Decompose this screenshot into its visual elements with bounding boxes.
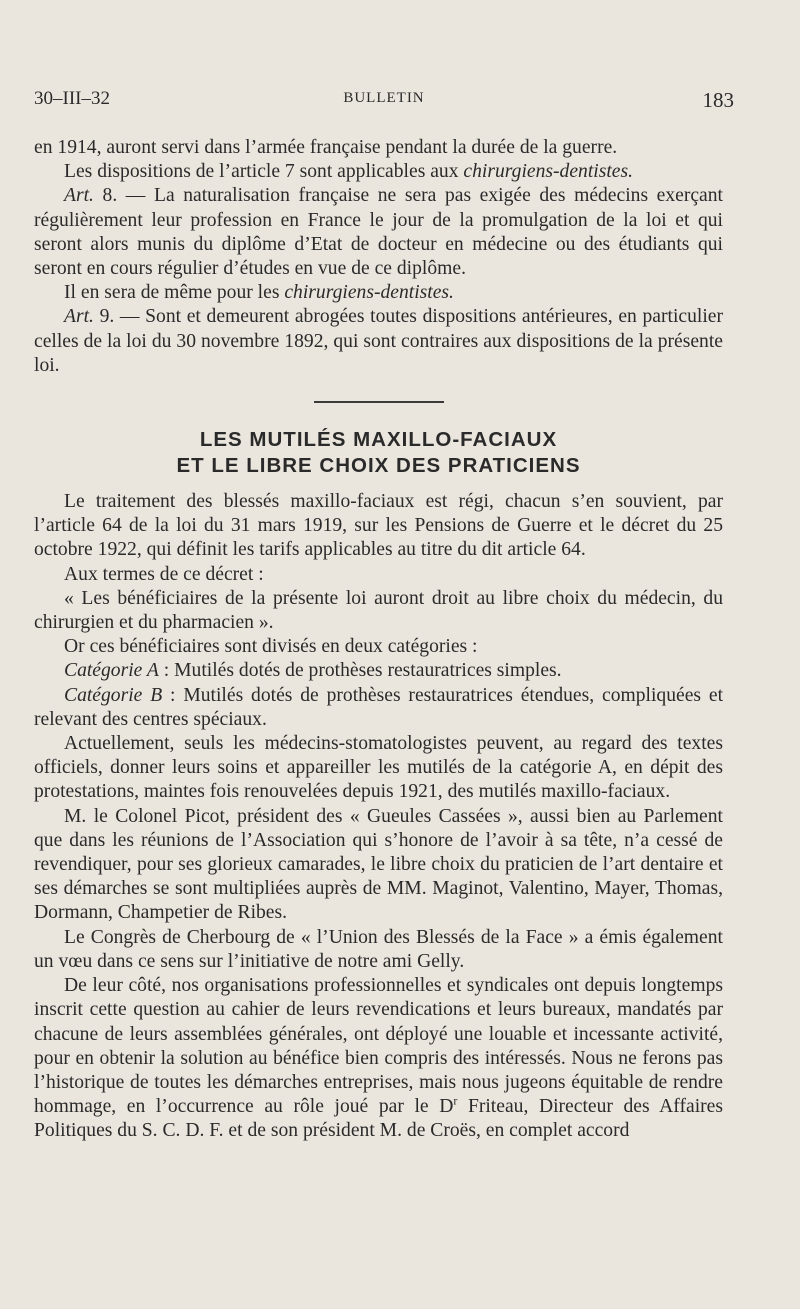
section-title-line-2: ET LE LIBRE CHOIX DES PRATICIENS (176, 454, 581, 478)
paragraph-2: Aux termes de ce décret : (64, 563, 264, 585)
paragraph-8-text-b: Friteau, Directeur des Affaires Politiques du S. C. D. F. et de son président M. de Croës, en complet accord (34, 1096, 723, 1142)
article-8-dentists-text: Il en sera de même pour les (64, 282, 285, 304)
category-b (34, 684, 723, 732)
carryover-line: en 1914, auront servi dans l’armée française pendant la durée de la guerre. (34, 137, 618, 158)
category-a (34, 659, 723, 683)
header-journal-title: BULLETIN (343, 90, 425, 106)
carryover-text: Les dispositions de l’article 7 sont applicables aux (64, 161, 464, 183)
header-date: 30–III–32 (34, 88, 110, 109)
article-9-label: Art. (64, 306, 94, 328)
paragraph-8 (34, 974, 723, 1143)
category-b-text: : Mutilés dotés de prothèses restauratrices étendues, compliquées et relevant des centres spéciaux. (34, 684, 724, 730)
article-8-paragraph (34, 184, 723, 281)
category-a-text: : Mutilés dotés de prothèses restauratrices simples. (158, 660, 562, 682)
paragraph-3-quote: « Les bénéficiaires de la présente loi auront droit au libre choix du médecin, du chirurgien et du pharmacien ». (34, 587, 723, 634)
article-9-text: 9. — Sont et demeurent abrogées toutes dispositions antérieures, en particulier celles de la loi du 30 novembre 1892, qui sont contraires aux dispositions de la présente loi. (34, 306, 723, 376)
paragraph-8-text-a: De leur côté, nos organisations professionnelles et syndicales ont depuis longtemps inscrit cette question au cahier de leurs revendications et leurs bureaux, mandatés par chacune de leurs assemblées générales, ont déployé une louable et incessante activité, pour en obtenir la solution au bénéfice bien compris des intéressés. Nous ne ferons pas l’historique de toutes les démarches entreprises, mais nous jugeons équitable de rendre hommage, en l’occurrence au rôle joué par le D (34, 975, 723, 1118)
paragraph-6: M. le Colonel Picot, président des « Gueules Cassées », aussi bien au Parlement que dans les réunions de l’Association qui s’honore de l’avoir à sa tête, n’a cessé de revendiquer, pour ses glorieux camarades, le libre choix du praticien de l’art dentaire et ses démarches se sont multipliées auprès de MM. Maginot, Valentino, Mayer, Thomas, Dormann, Champetier de Ribes. (34, 805, 723, 924)
running-header (34, 88, 734, 118)
category-b-label: Catégorie B (64, 684, 163, 706)
article-8-dentists-paragraph (34, 281, 723, 305)
page-number: 183 (702, 88, 734, 112)
article-9-paragraph (34, 305, 723, 378)
carryover-dentists-paragraph (34, 160, 723, 184)
paragraph-5: Actuellement, seuls les médecins-stomatologistes peuvent, au regard des textes officiels, donner leurs soins et appareiller les mutilés de la catégorie A, en dépit des protestations, maintes fois renouvelées depuis 1921, des mutilés maxillo-faciaux. (34, 733, 723, 803)
paragraph-8-superscript: r (453, 1093, 458, 1108)
paragraph-4: Or ces bénéficiaires sont divisés en deux catégories : (64, 636, 478, 658)
section-title (34, 427, 723, 479)
category-a-label: Catégorie A (64, 660, 159, 682)
section-divider (314, 401, 444, 403)
paragraph-7: Le Congrès de Cherbourg de « l’Union des Blessés de la Face » a émis également un vœu dans ce sens sur l’initiative de notre ami Gelly. (34, 926, 723, 972)
article-8-dentists-italic: chirurgiens-dentistes. (284, 282, 454, 304)
article-8-text: 8. — La naturalisation française ne sera pas exigée des médecins exerçant régulièrement leur profession en France le jour de la promulgation de la loi et qui seront alors munis du diplôme d’Etat de docteur en médecine ou des étudiants qui seront en cours régulier d’études en vue de ce diplôme. (34, 185, 723, 280)
carryover-italic: chirurgiens-dentistes. (463, 161, 634, 183)
section-title-line-1: LES MUTILÉS MAXILLO-FACIAUX (199, 428, 558, 452)
paragraph-1: Le traitement des blessés maxillo-faciaux est régi, chacun s’en souvient, par l’article 64 de la loi du 31 mars 1919, sur les Pensions de Guerre et le décret du 25 octobre 1922, qui définit les tarifs applicables au titre du dit article 64. (34, 491, 723, 561)
carryover-paragraph (34, 136, 723, 160)
article-8-label: Art. (64, 185, 94, 207)
page-body (34, 136, 723, 1144)
